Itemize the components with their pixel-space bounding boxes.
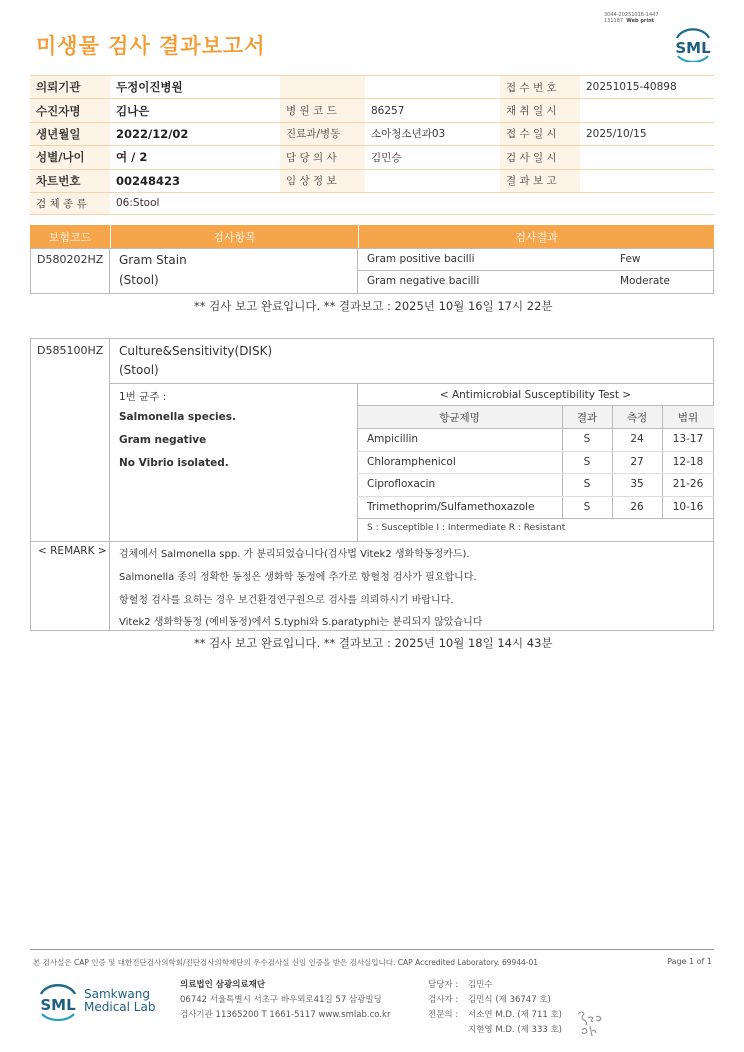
svg-text:SML: SML [675,39,711,57]
staff-block: 담당자 : 김민수 검사자 : 김민식 (제 36747 호) 전문의 : 서소연 M.D. (제 711 호) 지현영 M.D. (제 333 호) [428,980,563,1035]
ast-header-measure: 측정 [626,412,648,424]
ast-legend: S : Susceptible I : Intermediate R : Resistant [367,523,566,533]
info-v2: 소아청소년과03 [365,122,500,145]
info-l2: 병 원 코 드 [280,99,365,122]
info-v2 [365,76,500,99]
info-v3 [580,146,714,169]
lab-address-block: 의료법인 삼광의료재단 06742 서울특별시 서초구 바우뫼로41길 57 삼광빌딩 검사기관 11365200 T 1661-5117 www.smlab.co.kr [180,980,391,1020]
ast-range: 13-17 [672,433,704,445]
info-l1: 차트번호 [30,169,110,192]
ast-drug-name: Chloramphenicol [367,455,456,468]
info-v3 [580,169,714,192]
patient-info-row [30,99,714,122]
patient-info-row [30,122,714,145]
ast-header-drug: 항균제명 [439,412,480,424]
test1-completion: ** 검사 보고 완료입니다. ** 결과보고 : 2025년 10월 16일 17시 22분 [194,299,553,313]
test2-specimen: (Stool) [119,363,159,377]
test1-result-1-value: Few [620,253,641,265]
info-v3 [580,99,714,122]
ast-row-divider [357,496,714,497]
info-v1: 두정이진병원 [110,76,280,99]
info-l2: 임 상 정 보 [280,169,365,192]
test1-result-1-name: Gram positive bacilli [367,253,475,265]
ast-range: 10-16 [672,500,704,513]
info-l1: 성별/나이 [30,146,110,169]
ast-measure: 35 [630,478,644,490]
info-v1: 2022/12/02 [110,122,280,145]
specimen-value: 06:Stool [110,192,714,214]
info-l2: 진료과/병동 [280,122,365,145]
info-v2: 김민승 [365,146,500,169]
organism-name: Salmonella species. [119,411,237,423]
ast-result: S [583,455,591,468]
test1-result-2-name: Gram negative bacilli [367,275,480,287]
page-number: Page 1 of 1 [667,957,712,966]
ast-drug-name: Trimethoprim/Sulfamethoxazole [367,500,535,513]
info-l3: 결 과 보 고 [500,169,580,192]
info-l3: 접 수 번 호 [500,76,580,99]
info-v3: 2025/10/15 [580,122,714,145]
footer-divider [30,949,714,950]
organism-gram: Gram negative [119,434,207,446]
remark-line-4: Vitek2 생화학동정 (예비동정)에서 S.typhi와 S.paratyphi는 분리되지 않았습니다 [119,617,483,628]
test1-result-2-value: Moderate [620,275,670,287]
test2-code: D585100HZ [37,344,104,357]
header-code: 보험코드 [48,230,92,244]
info-l3: 접 수 일 시 [500,122,580,145]
ast-result: S [583,500,591,513]
ast-result: S [583,478,591,490]
ast-measure: 26 [630,500,644,513]
sml-logo-icon [672,26,714,62]
test1-specimen: (Stool) [119,273,159,287]
organism-vibrio: No Vibrio isolated. [119,457,229,469]
ast-header-result: 결과 [576,412,598,424]
svg-text:SML: SML [40,996,76,1014]
remark-line-2: Salmonella 종의 정확한 동정은 생화학 동정에 추가로 항혈청 검사가 필요합니다. [119,572,477,583]
info-l1: 수진자명 [30,99,110,122]
remark-label: < REMARK > [38,545,107,557]
document-id: 3044-20251018-1447 131187 Web print [604,12,659,24]
specimen-row [30,192,714,214]
ast-measure: 24 [630,433,644,445]
ast-row-divider [357,473,714,474]
patient-info-row [30,169,714,192]
header-item: 검사항목 [110,225,358,248]
info-v1: 여 / 2 [110,146,280,169]
info-l1: 의뢰기관 [30,76,110,99]
specimen-label: 검 체 종 류 [30,192,110,214]
ast-measure: 27 [630,455,644,468]
patient-info-table [30,75,714,215]
patient-info-row [30,76,714,99]
info-v1: 김나은 [110,99,280,122]
info-l3: 검 사 일 시 [500,146,580,169]
test1-code: D580202HZ [37,253,104,266]
info-l2: 담 당 의 사 [280,146,365,169]
patient-info-row [30,146,714,169]
ast-drug-name: Ciprofloxacin [367,478,436,490]
info-v2 [365,169,500,192]
info-v3: 20251015-40898 [580,76,714,99]
ast-range: 21-26 [672,478,704,490]
test2-completion: ** 검사 보고 완료입니다. ** 결과보고 : 2025년 10월 18일 14시 43분 [194,636,553,650]
info-l3: 채 취 일 시 [500,99,580,122]
info-l1: 생년월일 [30,122,110,145]
signature-icon [574,1008,608,1038]
ast-title: < Antimicrobial Susceptibility Test > [439,389,632,401]
ast-result: S [583,433,591,445]
accreditation-note: 본 검사실은 CAP 인증 및 대한진단검사의학회/진단검사의학재단의 우수검사실 신임 인증을 받은 검사실입니다. CAP Accredited Laboratory. 69944-01 [33,958,539,967]
info-v1: 00248423 [110,169,280,192]
samkwang-logo-icon [36,982,80,1022]
result-table-header [30,225,714,248]
report-title: 미생물 검사 결과보고서 [36,34,266,58]
info-l2 [280,76,365,99]
info-v2: 86257 [365,99,500,122]
test1-name: Gram Stain [119,253,187,267]
remark-line-1: 검체에서 Salmonella spp. 가 분리되었습니다(검사법 Vitek2 생화학동정카드). [119,549,470,560]
header-result: 검사결과 [358,225,714,248]
ast-row-divider [357,451,714,452]
test2-name: Culture&Sensitivity(DISK) [119,344,273,358]
remark-line-3: 항혈청 검사를 요하는 경우 보건환경연구원으로 검사를 의뢰하시기 바랍니다. [119,595,454,606]
ast-range: 12-18 [672,455,704,468]
ast-drug-name: Ampicillin [367,433,419,445]
ast-header-range: 범위 [677,412,699,424]
lab-name: Samkwang Medical Lab [84,987,156,1014]
organism-label: 1번 균주 : [119,391,167,403]
